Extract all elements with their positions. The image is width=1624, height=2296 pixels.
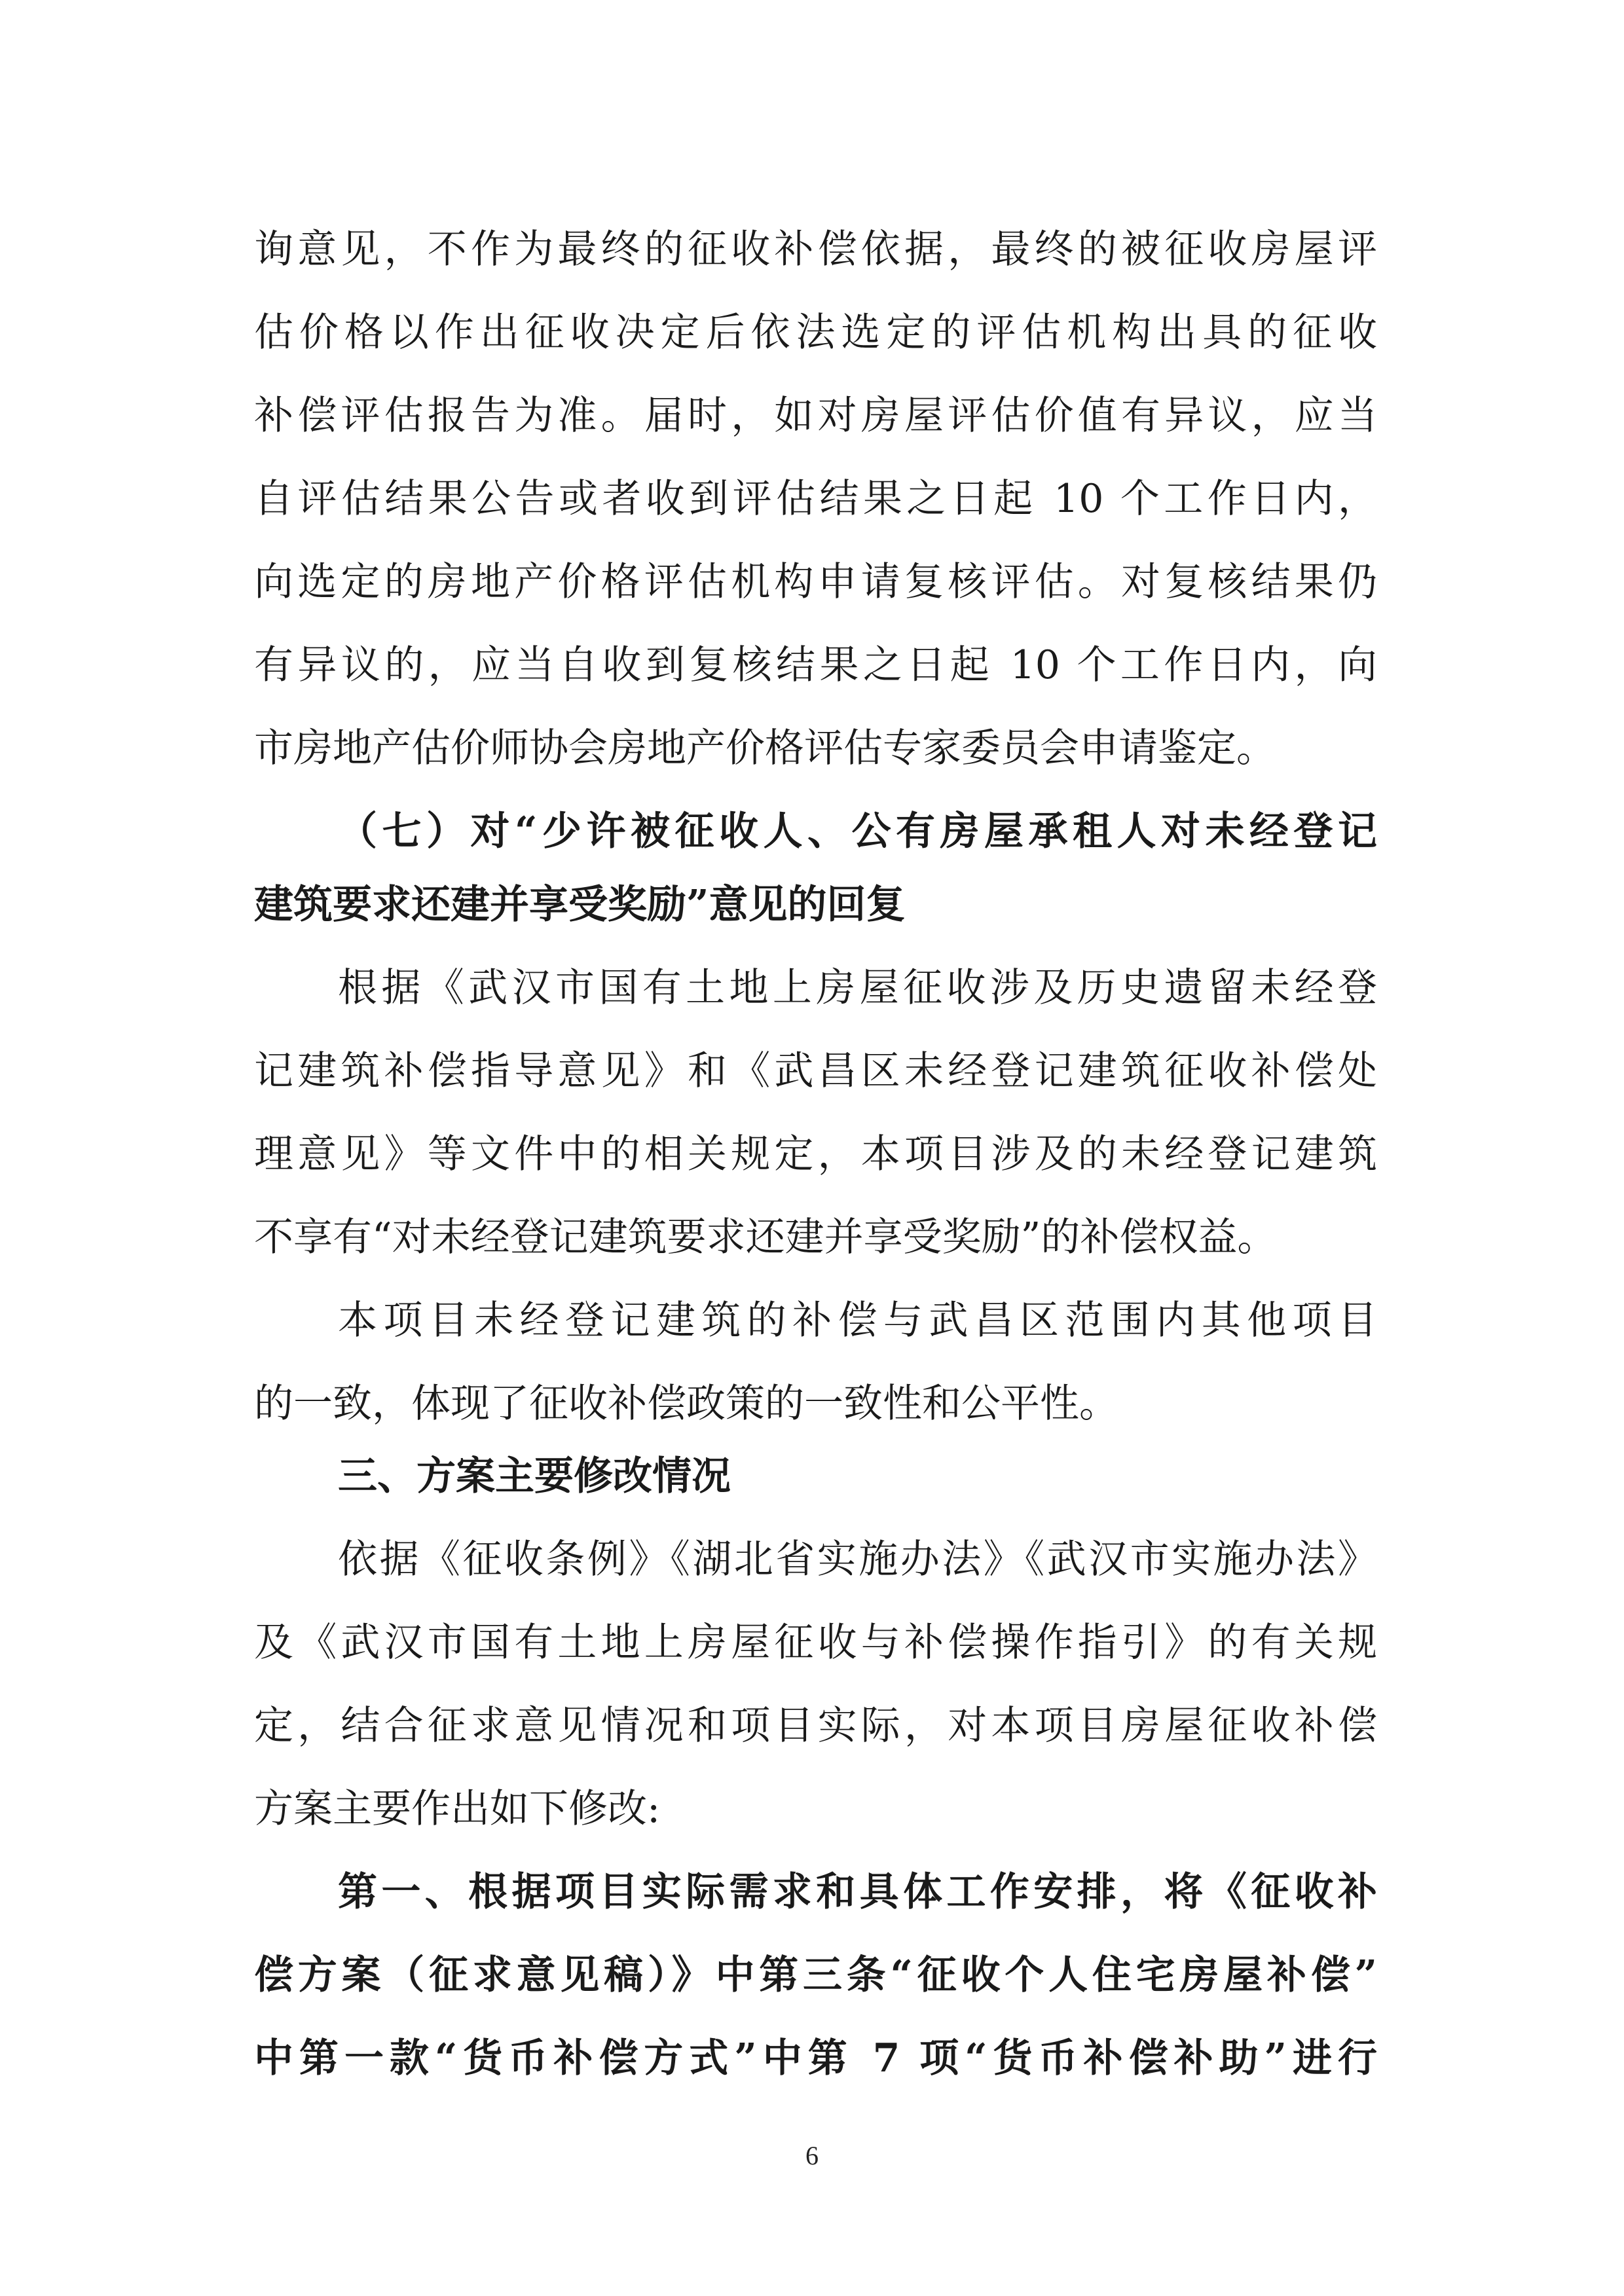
- body-text-line: 不享有“对未经登记建筑要求还建并享受奖励”的补偿权益。: [254, 1214, 1277, 1260]
- body-text-line: 向选定的房地产价格评估机构申请复核评估。对复核结果仍: [254, 559, 1377, 605]
- section-heading-line: （七）对“少许被征收人、公有房屋承租人对未经登记: [338, 809, 1377, 854]
- body-text-line: 市房地产估价师协会房地产价格评估专家委员会申请鉴定。: [254, 725, 1276, 771]
- body-text-line: 询意见，不作为最终的征收补偿依据，最终的被征收房屋评: [254, 227, 1377, 272]
- body-text-line: 估价格以作出征收决定后依法选定的评估机构出具的征收: [254, 310, 1377, 355]
- body-text-line: 及《武汉市国有土地上房屋征收与补偿操作指引》的有关规: [254, 1620, 1377, 1666]
- body-text-line: 补偿评估报告为准。届时，如对房屋评估价值有异议，应当: [254, 393, 1377, 439]
- bold-paragraph-line: 偿方案（征求意见稿）》中第三条“征收个人住宅房屋补偿”: [254, 1952, 1377, 1998]
- body-text-line: 的一致，体现了征收补偿政策的一致性和公平性。: [254, 1381, 1118, 1427]
- body-text-line: 方案主要作出如下修改:: [254, 1786, 661, 1832]
- section-heading-line: 建筑要求还建并享受奖励”意见的回复: [254, 882, 906, 928]
- body-text-line: 依据《征收条例》《湖北省实施办法》《武汉市实施办法》: [338, 1537, 1377, 1582]
- body-text-line: 本项目未经登记建筑的补偿与武昌区范围内其他项目: [338, 1298, 1377, 1343]
- bold-paragraph-line: 第一、根据项目实际需求和具体工作安排，将《征收补: [338, 1869, 1377, 1915]
- body-text-line: 有异议的，应当自收到复核结果之日起 10 个工作日内，向: [254, 642, 1377, 688]
- body-text-line: 记建筑补偿指导意见》和《武昌区未经登记建筑征收补偿处: [254, 1048, 1377, 1094]
- body-text-line: 根据《武汉市国有土地上房屋征收涉及历史遗留未经登: [338, 965, 1377, 1011]
- body-text-line: 定，结合征求意见情况和项目实际，对本项目房屋征收补偿: [254, 1703, 1377, 1749]
- section-heading-line: 三、方案主要修改情况: [338, 1453, 731, 1499]
- bold-paragraph-line: 中第一款“货币补偿方式”中第 7 项“货币补偿补助”进行: [254, 2035, 1377, 2081]
- body-text-line: 自评估结果公告或者收到评估结果之日起 10 个工作日内，: [254, 476, 1377, 522]
- body-text-line: 理意见》等文件中的相关规定，本项目涉及的未经登记建筑: [254, 1131, 1377, 1177]
- page-number: 6: [805, 2141, 819, 2170]
